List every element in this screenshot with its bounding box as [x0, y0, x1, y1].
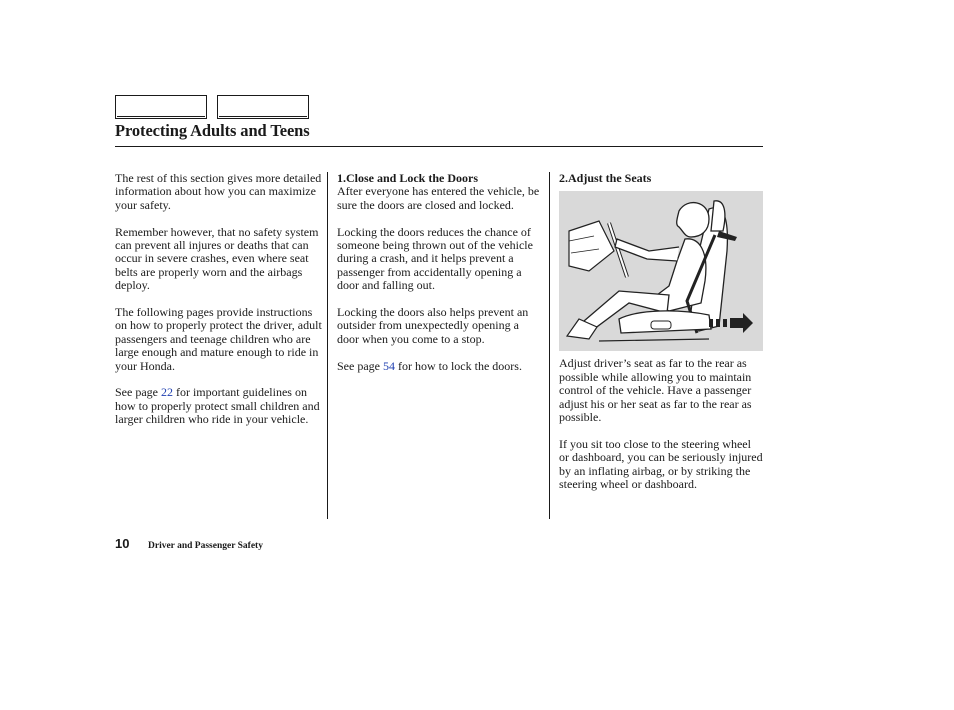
column-intro: [115, 172, 325, 440]
nav-box-2[interactable]: [217, 95, 309, 119]
doors-see-page: See page 54 for how to lock the doors.: [337, 358, 522, 373]
nav-box-1[interactable]: [115, 95, 207, 119]
column-divider-2: [549, 172, 550, 519]
column-doors: [337, 172, 543, 386]
doors-heading: 1.Close and Lock the Doors: [337, 171, 479, 185]
doors-paragraph-1: After everyone has entered the vehicle, be sure the doors are closed and locked.: [337, 184, 540, 212]
page-title: Protecting Adults and Teens: [115, 121, 310, 140]
doors-paragraph-3: Locking the doors also helps prevent an outsider from unexpectedly opening a door when you come to a stop.: [337, 305, 529, 346]
intro-paragraph-1: The rest of this section gives more detailed information about how you can maximize your safety.: [115, 171, 322, 212]
intro-paragraph-3: The following pages provide instructions on how to properly protect the driver, adult passengers and teenage children who are large enough and mature enough to ride in your Honda.: [115, 305, 322, 373]
page-link-54[interactable]: 54: [382, 358, 395, 373]
column-divider-1: [327, 172, 328, 519]
driver-seat-adjust-illustration: [559, 191, 763, 351]
page-number: 10: [115, 536, 130, 551]
column-seats: [559, 172, 763, 505]
intro-see-page: See page 22 for important guidelines on how to properly protect small children and larger children who ride in your vehicle.: [115, 385, 320, 427]
seats-paragraph-1: Adjust driver’s seat as far to the rear as possible while allowing you to maintain control of the vehicle. Have a passenger adjust his or her seat as far to the rear as possible.: [559, 356, 752, 425]
title-rule: [115, 146, 763, 147]
doors-paragraph-2: Locking the doors reduces the chance of someone being thrown out of the vehicle during a crash, and it helps prevent a passenger from accidentally opening a door and falling out.: [337, 224, 533, 293]
page-link-22[interactable]: 22: [160, 385, 173, 400]
intro-paragraph-2: Remember however, that no safety system can prevent all injures or deaths that can occur in severe crashes, even where seat belts are properly worn and the airbags deploy.: [115, 224, 319, 293]
seat-illustration-icon: [559, 191, 763, 351]
footer-section-title: Driver and Passenger Safety: [148, 541, 263, 551]
seats-paragraph-2: If you sit too close to the steering wheel or dashboard, you can be seriously injured by an inflating airbag, or by striking the steering wheel or dashboard.: [559, 436, 763, 492]
seats-heading: 2.Adjust the Seats: [559, 171, 652, 185]
